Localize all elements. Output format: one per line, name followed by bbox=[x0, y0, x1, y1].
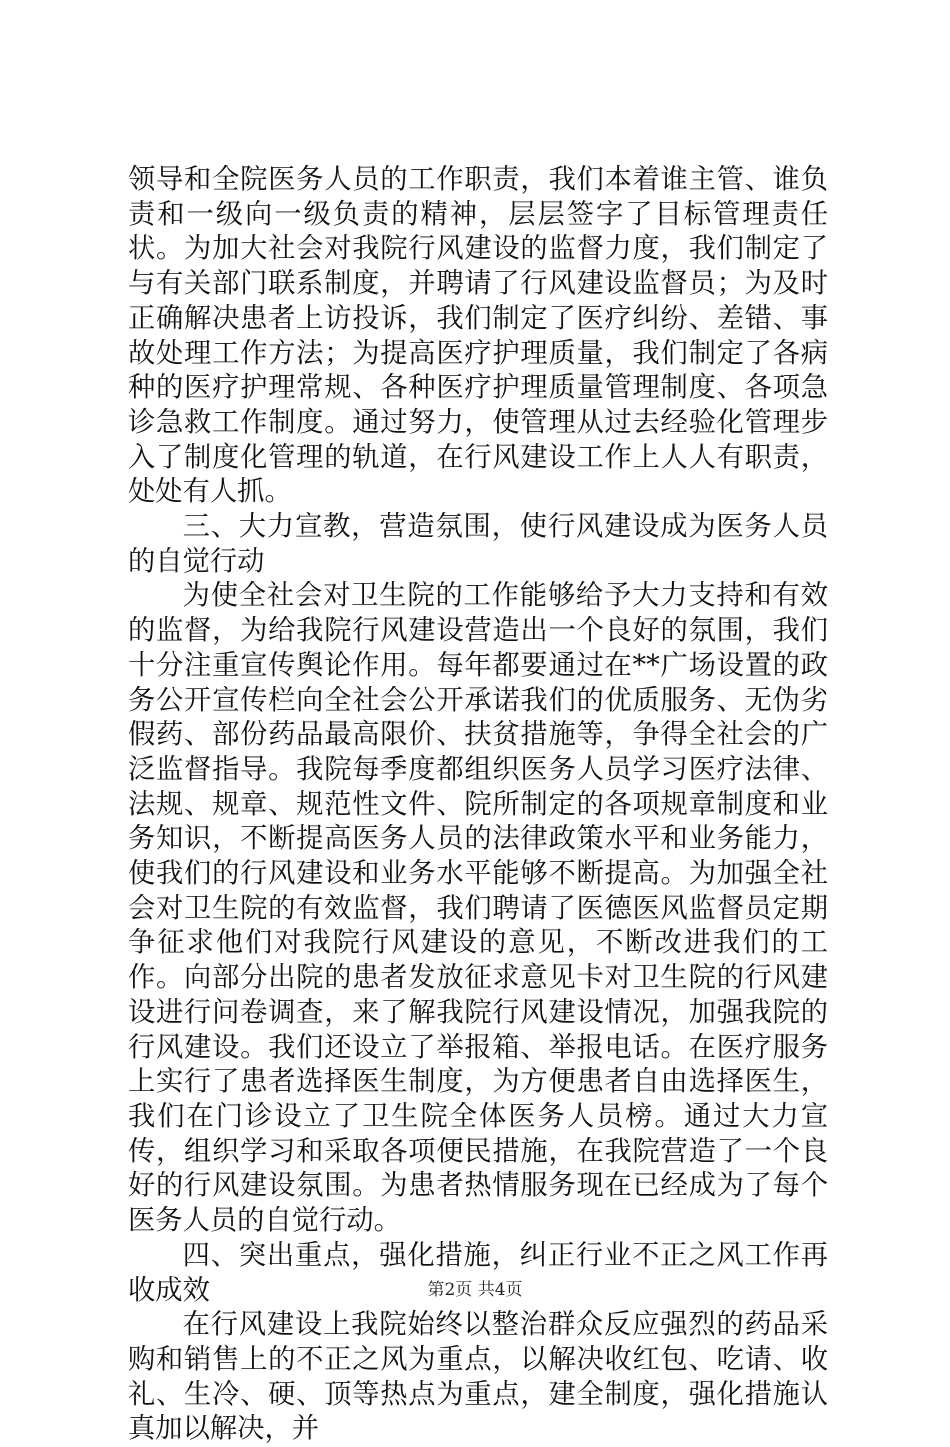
document-body bbox=[128, 163, 828, 1447]
paragraph-publicity: 为使全社会对卫生院的工作能够给予大力支持和有效的监督，为给我院行风建设营造出一个良好的氛围，我们十分注重宣传舆论作用。每年都要通过在**广场设置的政务公开宣传栏向全社会公开承诺我们的优质服务、无伪劣假药、部份药品最高限价、扶贫措施等，争得全社会的广泛监督指导。我院每季度都组织医务人员学习医疗法律、法规、规章、规范性文件、院所制定的各项规章制度和业务知识，不断提高医务人员的法律政策水平和业务能力，使我们的行风建设和业务水平能够不断提高。为加强全社会对卫生院的有效监督，我们聘请了医德医风监督员定期争征求他们对我院行风建设的意见，不断改进我们的工作。向部分出院的患者发放征求意见卡对卫生院的行风建设进行问卷调查，来了解我院行风建设情况，加强我院的行风建设。我们还设立了举报箱、举报电话。在医疗服务上实行了患者选择医生制度，为方便患者自由选择医生，我们在门诊设立了卫生院全体医务人员榜。通过大力宣传，组织学习和采取各项便民措施，在我院营造了一个良好的行风建设氛围。为患者热情服务现在已经成为了每个医务人员的自觉行动。 bbox=[128, 580, 828, 1237]
section-heading-3: 三、大力宣教，营造氛围，使行风建设成为医务人员的自觉行动 bbox=[128, 511, 828, 577]
paragraph-continuation: 领导和全院医务人员的工作职责，我们本着谁主管、谁负责和一级向一级负责的精神，层层签字了目标管理责任状。为加大社会对我院行风建设的监督力度，我们制定了与有关部门联系制度，并聘请了行风建设监督员；为及时正确解决患者上访投诉，我们制定了医疗纠纷、差错、事故处理工作方法；为提高医疗护理质量，我们制定了各病种的医疗护理常规、各种医疗护理质量管理制度、各项急诊急救工作制度。通过努力，使管理从过去经验化管理步入了制度化管理的轨道，在行风建设工作上人人有职责，处处有人抓。 bbox=[128, 164, 828, 508]
paragraph-key-points: 在行风建设上我院始终以整治群众反应强烈的药品采购和销售上的不正之风为重点，以解决收红包、吃请、收礼、生冷、硬、顶等热点为重点，建全制度，强化措施认真加以解决，并 bbox=[128, 1309, 828, 1445]
section-heading-4: 四、突出重点，强化措施，纠正行业不正之风工作再收成效 bbox=[128, 1239, 828, 1306]
page-footer: 第2页 共4页 bbox=[427, 1280, 523, 1300]
